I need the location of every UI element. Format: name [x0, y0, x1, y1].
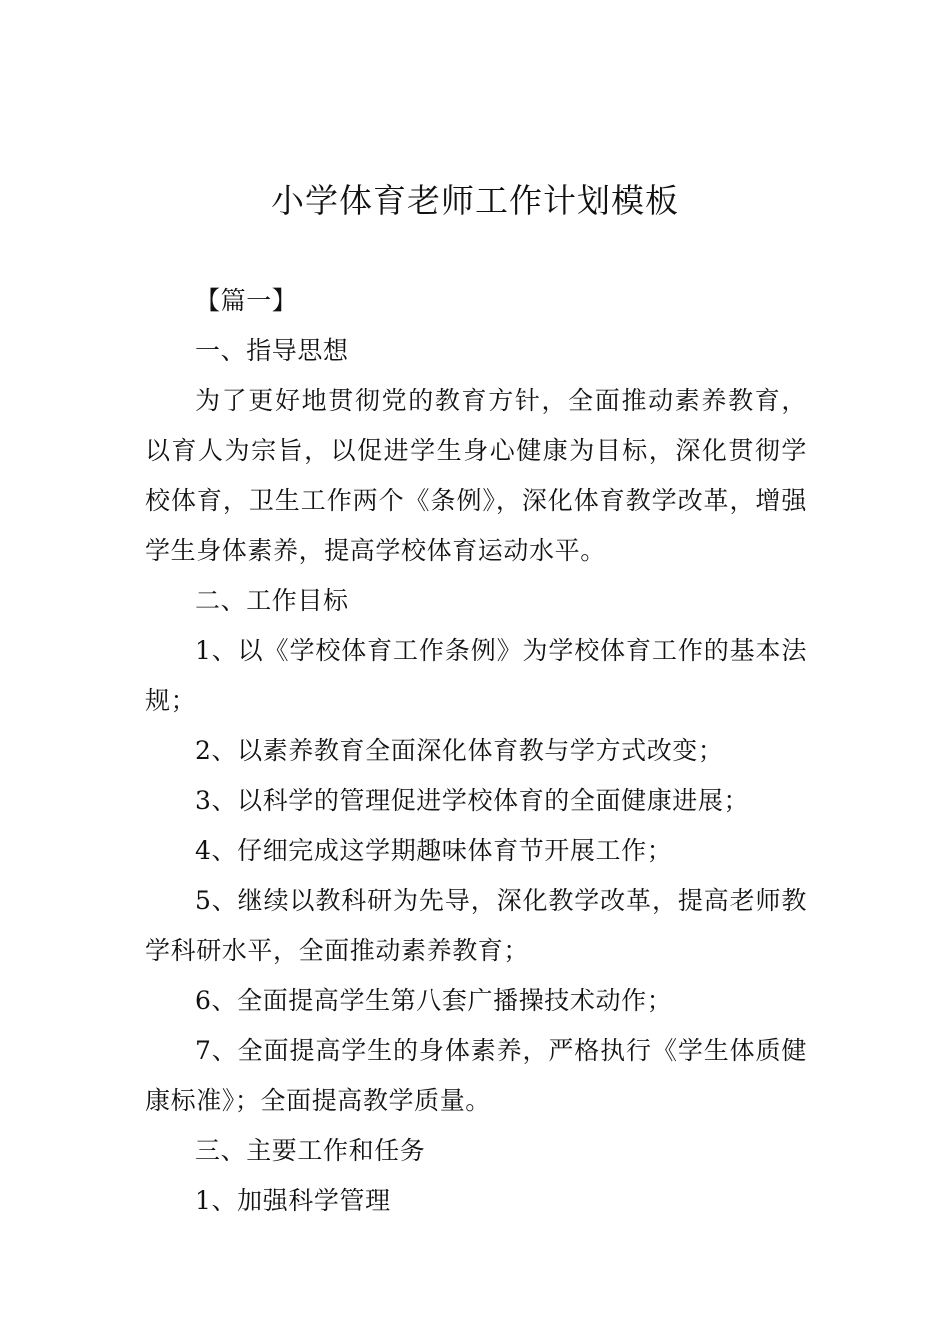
goal-item-1: 1、以《学校体育工作条例》为学校体育工作的基本法规； — [145, 636, 807, 715]
goal-item-7: 7、全面提高学生的身体素养，严格执行《学生体质健康标准》；全面提高教学质量。 — [145, 1036, 807, 1115]
paragraph-guiding-ideology: 为了更好地贯彻党的教育方针，全面推动素养教育，以育人为宗旨，以促进学生身心健康为目标，深化贯彻学校体育，卫生工作两个《条例》，深化体育教学改革，增强学生身体素养，提高学校体育运动水平。 — [145, 386, 807, 565]
section-label-part-one: 【篇一】 — [195, 286, 298, 315]
goal-item-4: 4、仔细完成这学期趣味体育节开展工作； — [195, 836, 673, 865]
task-item-1: 1、加强科学管理 — [195, 1186, 391, 1215]
document-title: 小学体育老师工作计划模板 — [271, 181, 679, 220]
goal-item-3: 3、以科学的管理促进学校体育的全面健康进展； — [195, 786, 750, 815]
goal-item-2: 2、以素养教育全面深化体育教与学方式改变； — [195, 736, 724, 765]
goal-item-5: 5、继续以教科研为先导，深化教学改革，提高老师教学科研水平，全面推动素养教育； — [145, 886, 807, 965]
goal-item-6: 6、全面提高学生第八套广播操技术动作； — [195, 986, 673, 1015]
heading-guiding-ideology: 一、指导思想 — [195, 336, 349, 365]
heading-work-goals: 二、工作目标 — [195, 586, 349, 615]
heading-main-tasks: 三、主要工作和任务 — [195, 1136, 426, 1165]
document-body — [145, 276, 807, 1226]
